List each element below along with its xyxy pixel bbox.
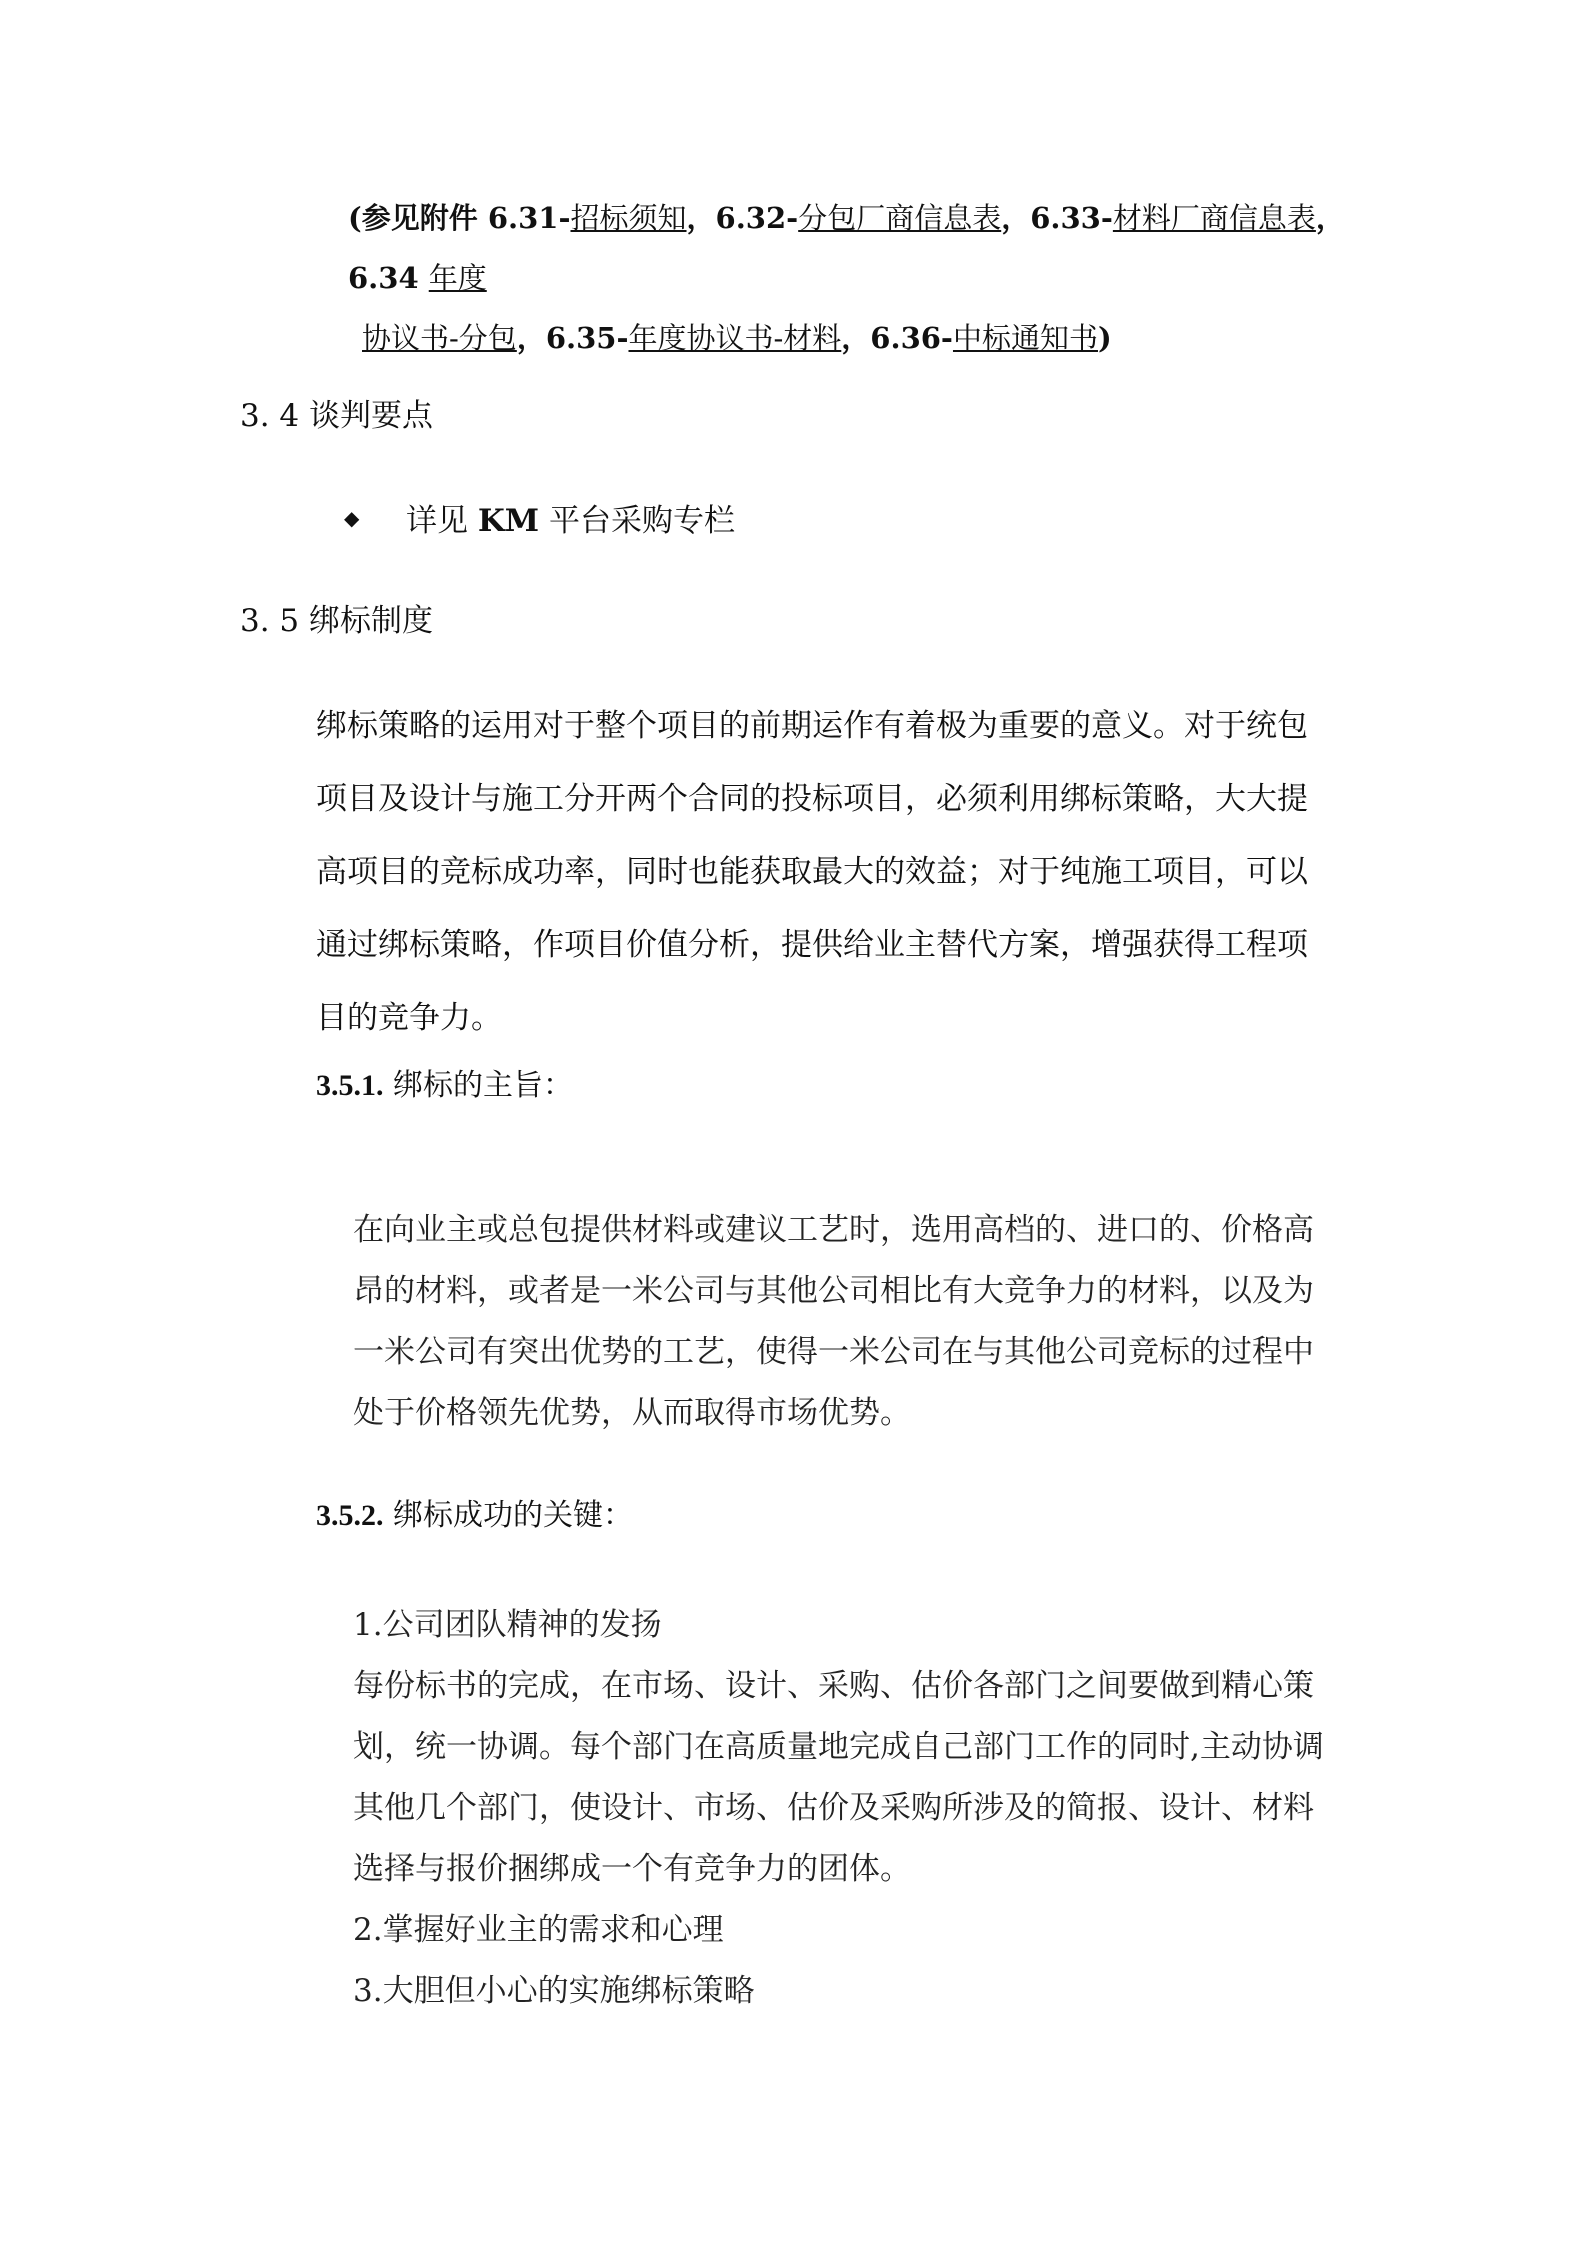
paragraph-line: 目的竞争力。 [316,1000,502,1036]
ref-text: ，6.32- [686,201,799,235]
ref-text: ，6.34 [348,201,1345,295]
bullet-item [344,495,735,540]
binding-purpose-paragraph [353,1200,1363,1444]
attachment-references [348,188,1358,368]
section-heading-3-5: 3. 5 绑标制度 [240,603,434,639]
references-line-2 [348,308,1358,368]
paragraph-line: 在向业主或总包提供材料或建议工艺时，选用高档的、进口的、价格高 [353,1212,1314,1248]
bullet-text: 详见 KM 平台采购专栏 [406,503,735,539]
subsection-title: 绑标的主旨： [393,1068,574,1103]
ref-link-material-vendor-info[interactable]: 材料厂商信息表 [1112,201,1316,235]
list-item-detail: 选择与报价捆绑成一个有竞争力的团体。 [353,1851,911,1887]
success-keys-list [353,1595,1363,2022]
list-item: 1.公司团队精神的发扬 [353,1607,662,1643]
ref-text: ，6.35- [516,321,629,355]
ref-text: (参见附件 6.31- [348,201,571,235]
paragraph-line: 绑标策略的运用对于整个项目的前期运作有着极为重要的意义。对于统包 [316,708,1308,744]
ref-text: ) [1097,321,1112,355]
diamond-bullet-icon: ◆ [344,505,360,530]
subsection-number: 3.5.2. [316,1499,384,1532]
paragraph-line: 通过绑标策略，作项目价值分析，提供给业主替代方案，增强获得工程项 [316,927,1308,963]
paragraph-line: 处于价格领先优势，从而取得市场优势。 [353,1395,911,1431]
ref-text: ，6.33- [1001,201,1113,235]
paragraph-line: 高项目的竞标成功率，同时也能获取最大的效益；对于纯施工项目，可以 [316,854,1308,890]
section-heading-3-4: 3. 4 谈判要点 [240,398,434,434]
subsection-title: 绑标成功的关键： [393,1498,634,1533]
subsection-number: 3.5.1. [316,1069,384,1102]
ref-text: ，6.36- [841,321,953,355]
list-item: 2.掌握好业主的需求和心理 [353,1912,724,1948]
subsection-heading-3-5-1 [316,1060,573,1104]
references-line-1 [348,188,1358,308]
paragraph-line: 昂的材料，或者是一米公司与其他公司相比有大竞争力的材料，以及为 [353,1273,1314,1309]
list-item-detail: 每份标书的完成，在市场、设计、采购、估价各部门之间要做到精心策 [353,1668,1314,1704]
ref-link-tender-notice[interactable]: 招标须知 [570,201,687,235]
paragraph-line: 一米公司有突出优势的工艺，使得一米公司在与其他公司竞标的过程中 [353,1334,1314,1370]
ref-link-award-notice[interactable]: 中标通知书 [952,321,1098,355]
list-item: 3.大胆但小心的实施绑标策略 [353,1973,755,2009]
ref-link-subcontractor-info[interactable]: 分包厂商信息表 [798,201,1002,235]
list-item-detail: 划，统一协调。每个部门在高质量地完成自己部门工作的同时,主动协调 [353,1729,1324,1765]
subsection-heading-3-5-2 [316,1490,633,1534]
list-item-detail: 其他几个部门，使设计、市场、估价及采购所涉及的简报、设计、材料 [353,1790,1314,1826]
binding-strategy-paragraph [316,690,1361,1055]
ref-link-annual-agreement-material[interactable]: 年度协议书-材料 [628,321,842,355]
paragraph-line: 项目及设计与施工分开两个合同的投标项目，必须利用绑标策略，大大提 [316,781,1308,817]
ref-link-annual-agreement-subcontract-part2[interactable]: 协议书-分包 [362,321,517,355]
ref-link-annual-agreement-subcontract-part1[interactable]: 年度 [428,261,487,295]
